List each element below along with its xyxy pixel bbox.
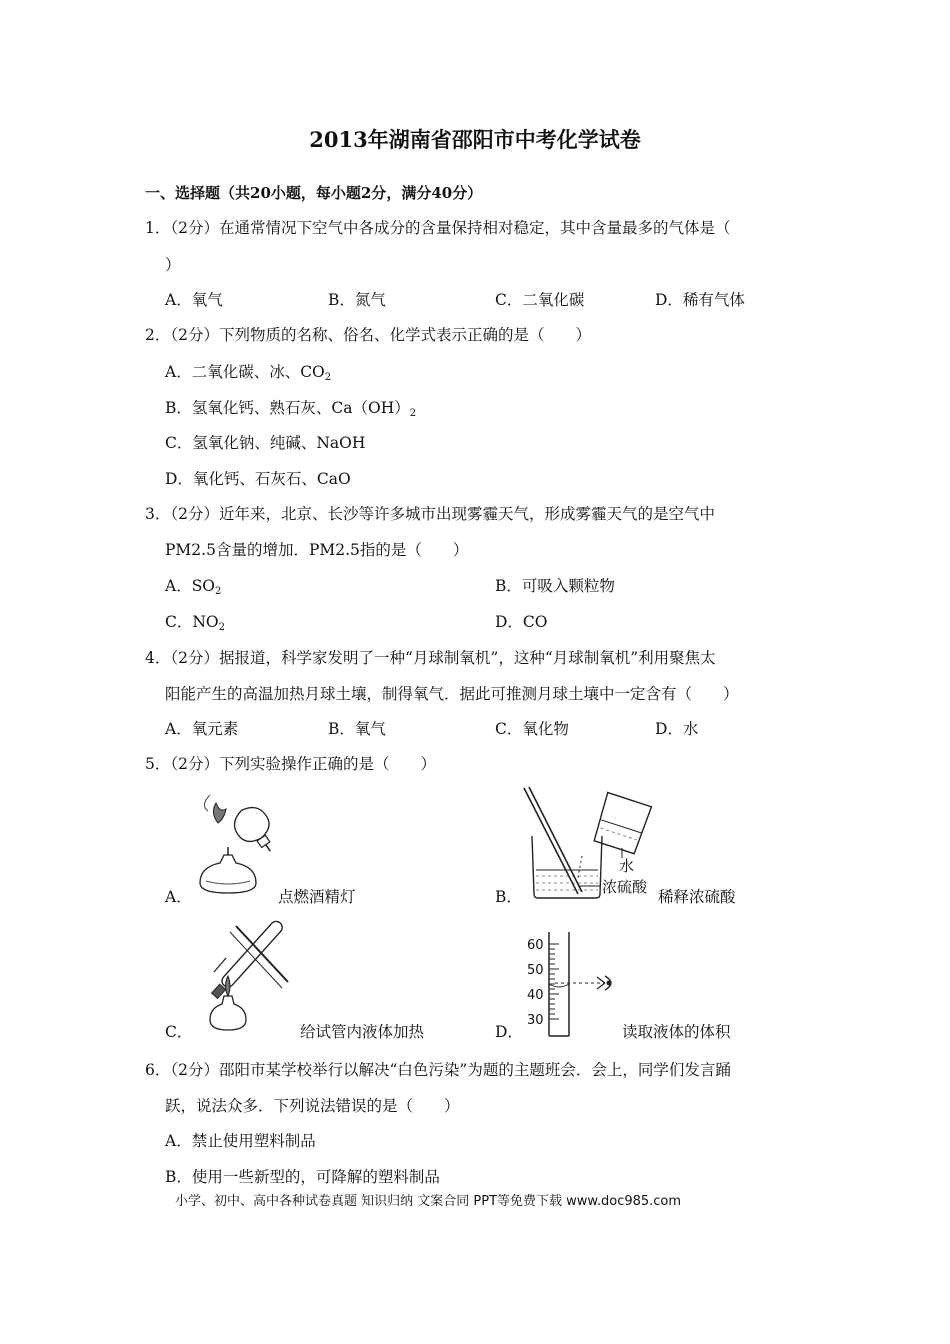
q4-option-b: B．氧气 [328,720,386,738]
q4-option-d: D．水 [655,720,699,738]
q4-option-c: C．氧化物 [495,720,569,738]
q3-option-c: C．$NO_2$ [165,613,226,633]
q2-option-d: D．氧化钙、石灰石、CaO [165,470,351,488]
figure-read-cylinder [525,930,625,1038]
q5-option-c-letter: C． [165,1023,193,1041]
q5-option-a-caption: 点燃酒精灯 [278,888,356,906]
q3-option-d: D．CO [495,613,548,631]
tick-40: 40 [527,988,544,1003]
q5-option-b-caption: 稀释浓硫酸 [658,888,736,906]
question-3-stem-2: PM2.5含量的增加．PM2.5指的是（ ） [165,541,469,559]
q6-option-b: B．使用一些新型的，可降解的塑料制品 [165,1168,440,1186]
tick-60: 60 [527,938,544,953]
q5-option-a-letter: A． [165,888,192,906]
question-3-stem: 3．（2分）近年来，北京、长沙等许多城市出现雾霾天气，形成雾霾天气的是空气中 [145,505,715,523]
label-water: 水 [619,857,635,875]
question-6-stem-2: 跃，说法众多．下列说法错误的是（ ） [165,1097,460,1115]
footer-note: 小学、初中、高中各种试卷真题 知识归纳 文案合同 PPT等免费下载 www.doc985.com [175,1194,682,1209]
q1-option-d: D．稀有气体 [655,291,745,309]
question-2-stem: 2．（2分）下列物质的名称、俗名、化学式表示正确的是（ ） [145,326,591,344]
q5-option-c-caption: 给试管内液体加热 [300,1023,425,1041]
q1-option-c: C．二氧化碳 [495,291,585,309]
figure-dilute-sulfuric-acid [520,786,660,901]
tick-50: 50 [527,963,544,978]
q5-option-d-letter: D． [495,1023,523,1041]
q2-option-a: A．二氧化碳、冰、$CO_2$ [165,363,332,383]
question-4-stem-2: 阳能产生的高温加热月球土壤，制得氧气．据此可推测月球土壤中一定含有（ ） [165,685,739,703]
q5-option-b-letter: B． [495,888,522,906]
q5-option-d-caption: 读取液体的体积 [622,1023,731,1041]
q6-option-a: A．禁止使用塑料制品 [165,1132,316,1150]
page-title: 2013年湖南省邵阳市中考化学试卷 [309,127,641,152]
q2-option-b: B．氢氧化钙、熟石灰、$Ca(OH)_2$ [165,399,417,419]
figure-heat-test-tube [190,920,300,1038]
question-1-stem-end: ） [165,256,181,274]
question-1-stem: 1．（2分）在通常情况下空气中各成分的含量保持相对稳定，其中含量最多的气体是（ [145,219,731,237]
q2-option-c: C．氢氧化钠、纯碱、NaOH [165,434,366,452]
label-concentrated-acid: 浓硫酸 [602,878,648,896]
q4-option-a: A．氧元素 [165,720,239,738]
q1-option-a: A．氧气 [165,291,223,309]
figure-light-alcohol-lamp [190,795,285,900]
section-heading: 一、选择题（共20小题，每小题2分，满分40分） [145,184,483,202]
tick-30: 30 [527,1013,544,1028]
q3-option-b: B．可吸入颗粒物 [495,577,615,595]
q3-option-a: A．$SO_2$ [165,577,222,597]
question-4-stem: 4．（2分）据报道，科学家发明了一种“月球制氧机”，这种“月球制氧机”利用聚焦太 [145,649,716,667]
question-6-stem: 6．（2分）邵阳市某学校举行以解决“白色污染”为题的主题班会．会上，同学们发言踊 [145,1061,731,1079]
question-5-stem: 5．（2分）下列实验操作正确的是（ ） [145,755,436,773]
q1-option-b: B．氮气 [328,291,386,309]
